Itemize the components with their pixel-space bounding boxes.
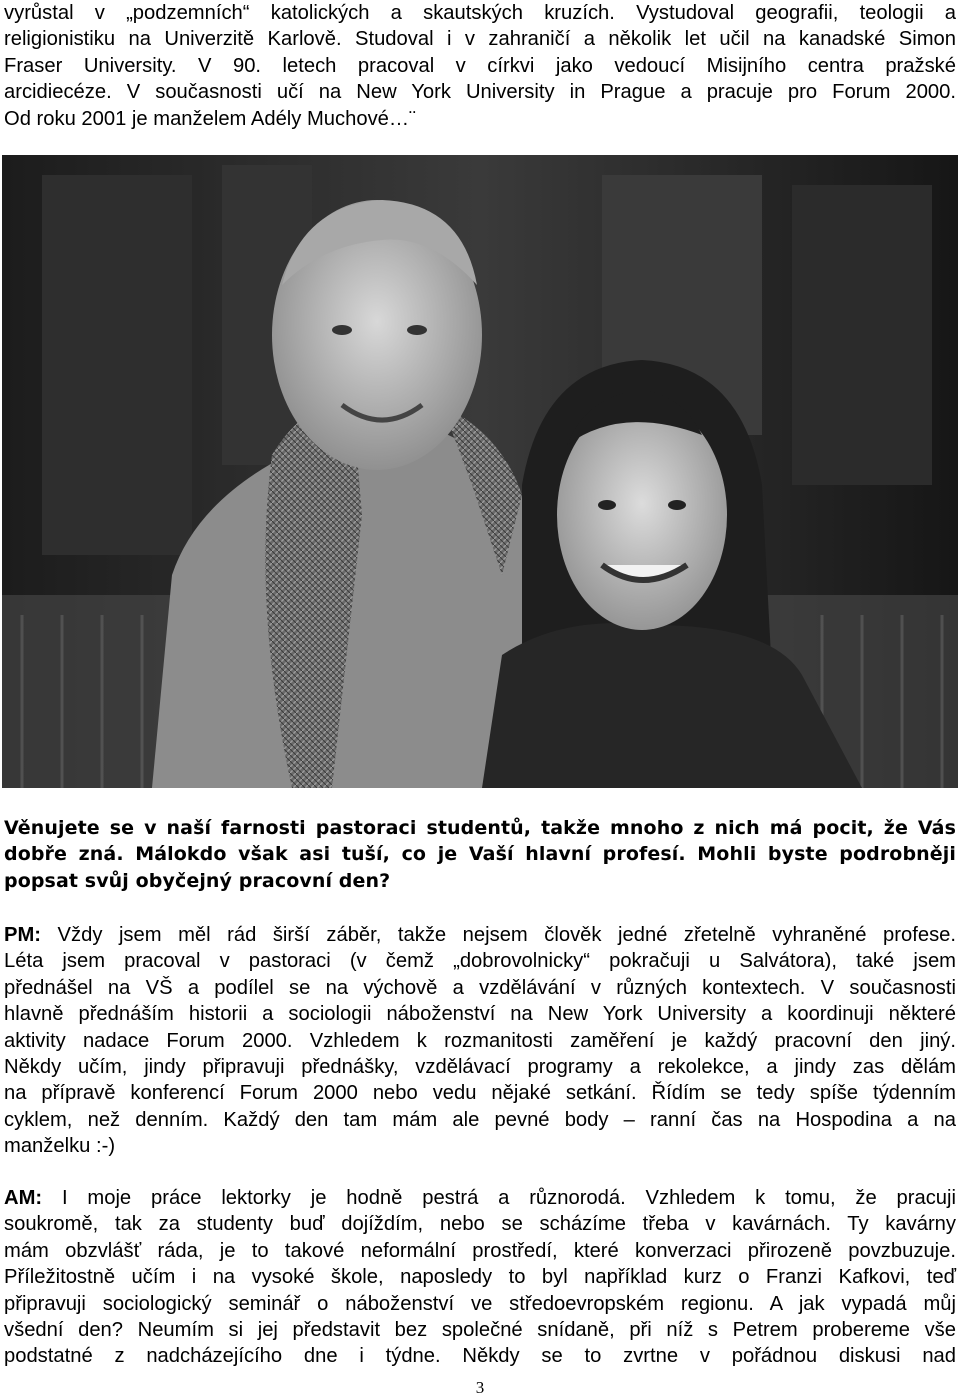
pm-answer-line: na přípravě konferencí Forum 2000 nebo vedu nějaké setkání. Řídím se tedy spíše týdenním: [4, 1082, 956, 1105]
portrait-photo: [2, 155, 958, 788]
am-answer-line: podstatné z nadcházejícího dne i týdne. Někdy se to zvrtne v pořádnou diskusi nad: [4, 1345, 956, 1368]
intro-line: Fraser University. V 90. letech pracoval v církvi jako vedoucí Misijního centra pražské: [4, 54, 956, 77]
question-line: Věnujete se v naší farnosti pastoraci studentů, takže mnoho z nich má pocit, že Vás: [4, 817, 956, 839]
am-answer-line: Příležitostně učím i na vysoké škole, naposledy to byl například kurz o Franzi Kafkovi, teď: [4, 1266, 956, 1289]
intro-line: arcidiecéze. V současnosti učí na New York University in Prague a pracuje pro Forum 2000.: [4, 81, 956, 104]
question-line: dobře zná. Málokdo však asi tuší, co je Vaší hlavní profesí. Mohli byste podrobněji: [4, 843, 956, 866]
pm-answer-line: Léta jsem pracoval v pastoraci (v čemž „dobrovolnicky“ pokračuji u Salvátora), také jsem: [4, 950, 956, 973]
question-line: popsat svůj obyčejný pracovní den?: [4, 869, 391, 892]
intro-paragraph: [4, 0, 956, 132]
am-answer: [4, 1185, 956, 1370]
am-speaker-label: AM:: [4, 1187, 43, 1209]
am-answer-line: připravuji sociologický seminář o náboženství ve středoevropském regionu. A jak vypadá můj: [4, 1292, 956, 1315]
interview-question: [4, 815, 956, 894]
pm-answer-line-first: [4, 922, 956, 948]
am-answer-line: všední den? Neumím si jej představit bez společné snídaně, při níž s Petrem probereme vše: [4, 1319, 956, 1342]
intro-line: vyrůstal v „podzemních“ katolických a skautských kruzích. Vystudoval geografii, teologii a: [4, 2, 956, 24]
pm-answer-line: Někdy učím, jindy připravuji přednášky, vzdělávací programy a rekolekce, a jindy zas dělám: [4, 1056, 956, 1079]
pm-answer-line: přednášel na VŠ a podílel se na výchově a vzdělávání v různých kontextech. V současnosti: [4, 976, 956, 999]
pm-answer-line: aktivity nadace Forum 2000. Vzhledem k rozmanitosti zaměření je každý pracovní den jiný.: [4, 1029, 956, 1052]
intro-line: religionistiku na Univerzitě Karlově. Studoval i v zahraničí a několik let učil na kanadské Simon: [4, 28, 956, 51]
pm-answer-line: hlavně přednáším historii a sociologii náboženství na New York University a koordinuji některé: [4, 1003, 956, 1026]
am-answer-line-first: [4, 1185, 956, 1211]
am-answer-line: soukromě, tak za studenty buď dojíždím, nebo se scházíme třeba v kavárnách. Ty kavárny: [4, 1213, 956, 1236]
pm-speaker-label: PM:: [4, 924, 42, 946]
pm-answer: [4, 922, 956, 1160]
am-answer-text: I moje práce lektorky je hodně pestrá a různorodá. Vzhledem k tomu, že pracuji: [61, 1187, 957, 1209]
intro-line: Od roku 2001 je manželem Adély Muchové…¨: [4, 107, 416, 130]
pm-answer-line: cyklem, než denním. Každý den tam mám ale pevné body – ranní čas na Hospodina a na: [4, 1108, 956, 1131]
pm-answer-line: manželku :-): [4, 1135, 116, 1158]
am-answer-line: mám obzvlášť ráda, je to takové neformální prostředí, které konverzaci přirozeně povzbuzuje.: [4, 1239, 956, 1262]
page-number: 3: [475, 1378, 485, 1397]
portrait-photo-icon: [2, 155, 958, 788]
pm-answer-text: Vždy jsem měl rád širší záběr, takže nejsem člověk jedné zřetelně vyhraněné profese.: [57, 924, 956, 946]
